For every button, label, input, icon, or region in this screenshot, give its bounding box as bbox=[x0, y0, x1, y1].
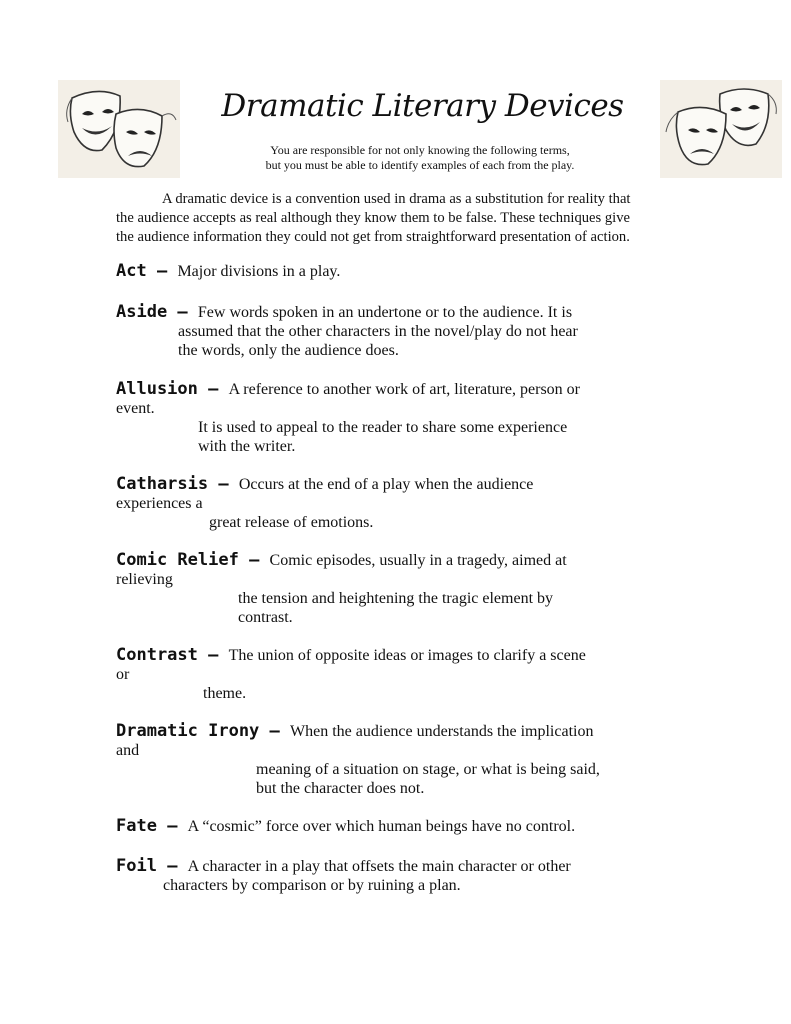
term-dash: – bbox=[259, 721, 291, 741]
term-definition: When the audience understands the implication bbox=[290, 723, 594, 740]
term-definition-cont: great release of emotions. bbox=[209, 514, 374, 531]
page-title: Dramatic Literary Devices bbox=[221, 88, 624, 124]
term-dash: – bbox=[197, 379, 229, 399]
term-name: Act bbox=[116, 261, 147, 281]
term-name: Comic Relief bbox=[116, 550, 239, 570]
term-dash: – bbox=[156, 816, 188, 836]
theatre-masks-icon bbox=[58, 80, 180, 178]
term-dash: – bbox=[167, 302, 198, 322]
subtitle-line: but you must be able to identify examples of each from the play. bbox=[265, 158, 575, 172]
term-definition-cont: the tension and heightening the tragic element by bbox=[238, 590, 554, 607]
term-dash: – bbox=[146, 261, 178, 281]
page-subtitle bbox=[190, 143, 650, 173]
theatre-masks-left-image bbox=[58, 80, 180, 178]
term-name: Foil bbox=[116, 856, 157, 876]
term-definition-cont: meaning of a situation on stage, or what is being said, bbox=[256, 761, 600, 778]
term-definition: Few words spoken in an undertone or to the audience. It is bbox=[197, 304, 573, 321]
term-definition-cont: event. bbox=[116, 400, 155, 417]
term-definition: A “cosmic” force over which human beings have no control. bbox=[187, 818, 576, 835]
intro-line: A dramatic device is a convention used in drama as a substitution for reality that bbox=[162, 191, 631, 207]
term-comic-relief bbox=[116, 551, 716, 627]
term-definition-cont: and bbox=[116, 742, 140, 759]
term-definition: Major divisions in a play. bbox=[177, 263, 341, 280]
term-fate bbox=[116, 817, 716, 836]
term-contrast bbox=[116, 646, 716, 703]
term-definition: Occurs at the end of a play when the audience bbox=[238, 476, 534, 493]
term-definition-cont: with the writer. bbox=[198, 438, 296, 455]
term-allusion bbox=[116, 380, 716, 456]
term-definition-cont: relieving bbox=[116, 571, 173, 588]
term-definition: Comic episodes, usually in a tragedy, aimed at bbox=[269, 552, 567, 569]
term-definition: A character in a play that offsets the main character or other bbox=[187, 858, 571, 875]
term-catharsis bbox=[116, 475, 716, 532]
intro-line: the audience accepts as real although they know them to be false. These techniques give bbox=[116, 210, 630, 226]
term-dash: – bbox=[208, 474, 239, 494]
term-name: Dramatic Irony bbox=[116, 721, 260, 741]
term-act bbox=[116, 262, 716, 281]
term-aside bbox=[116, 303, 716, 360]
term-name: Contrast bbox=[116, 645, 198, 665]
term-name: Fate bbox=[116, 816, 157, 836]
term-definition-cont: theme. bbox=[203, 685, 247, 702]
term-name: Aside bbox=[116, 302, 168, 322]
term-definition-cont: assumed that the other characters in the novel/play do not hear bbox=[178, 323, 578, 340]
term-definition-cont: characters by comparison or by ruining a plan. bbox=[163, 877, 461, 894]
theatre-masks-right-image bbox=[660, 80, 782, 178]
term-definition-cont: contrast. bbox=[238, 609, 293, 626]
term-name: Catharsis bbox=[116, 474, 209, 494]
term-definition-cont: experiences a bbox=[116, 495, 203, 512]
term-definition-cont: It is used to appeal to the reader to share some experience bbox=[198, 419, 568, 436]
intro-line: the audience information they could not get from straightforward presentation of action. bbox=[116, 229, 630, 245]
term-definition-cont: or bbox=[116, 666, 130, 683]
term-definition: The union of opposite ideas or images to clarify a scene bbox=[228, 647, 586, 664]
term-definition-cont: the words, only the audience does. bbox=[178, 342, 399, 359]
subtitle-line: You are responsible for not only knowing the following terms, bbox=[270, 143, 570, 157]
term-foil bbox=[116, 857, 716, 895]
term-dash: – bbox=[156, 856, 188, 876]
theatre-masks-icon bbox=[660, 80, 782, 178]
term-dash: – bbox=[197, 645, 229, 665]
term-dash: – bbox=[238, 550, 270, 570]
term-definition-cont: but the character does not. bbox=[256, 780, 425, 797]
term-dramatic-irony bbox=[116, 722, 716, 798]
term-name: Allusion bbox=[116, 379, 198, 399]
intro-paragraph bbox=[116, 190, 696, 247]
term-definition: A reference to another work of art, literature, person or bbox=[228, 381, 581, 398]
